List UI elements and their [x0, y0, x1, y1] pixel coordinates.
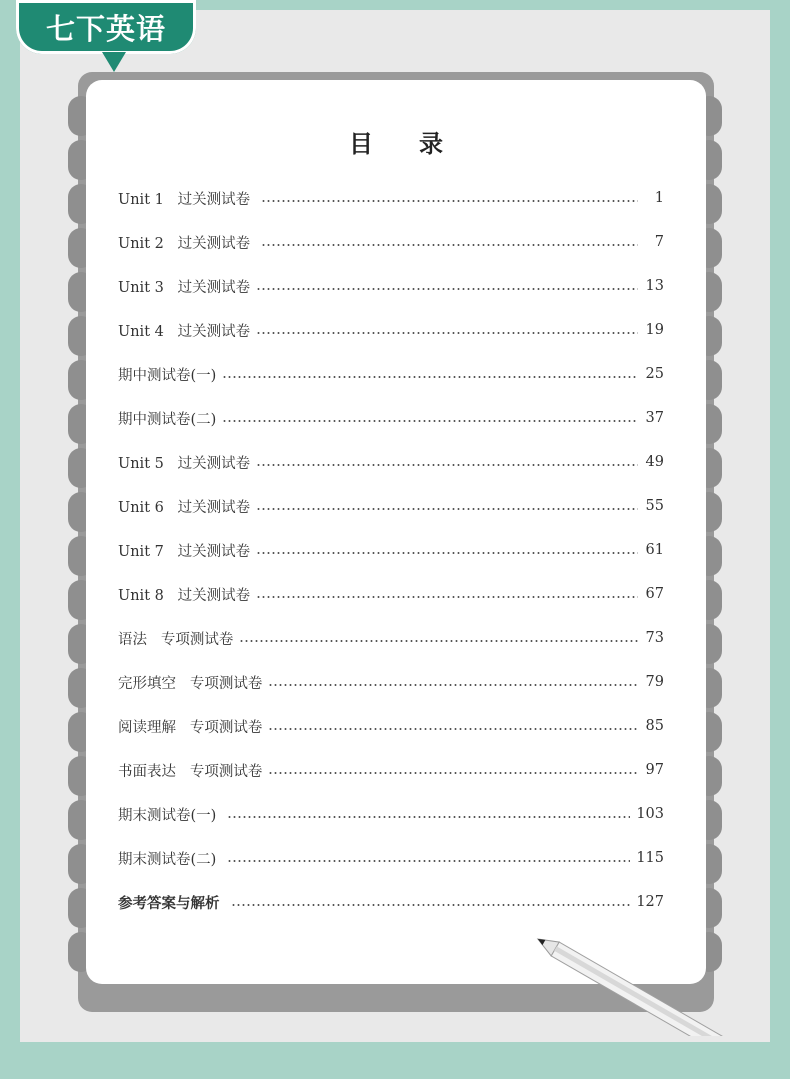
toc-entry-label: 完形填空 专项测试卷 — [118, 675, 263, 692]
toc-entry-label: Unit 8 过关测试卷 — [118, 587, 251, 604]
toc-entry-page-number: 79 — [645, 674, 664, 690]
toc-entry-page-number: 55 — [645, 498, 664, 514]
toc-entry-page-number: 85 — [645, 718, 664, 734]
toc-dot-leader — [239, 640, 638, 642]
toc-entry-label: 期中测试卷(二) — [118, 411, 217, 428]
toc-entry — [118, 492, 664, 520]
toc-dot-leader — [256, 464, 638, 466]
toc-dot-leader — [261, 200, 638, 202]
toc-entry-page-number: 7 — [654, 234, 664, 250]
toc-dot-leader — [256, 508, 638, 510]
pencil-icon — [530, 936, 740, 1036]
toc-dot-leader — [231, 904, 631, 906]
toc-entry-label: 书面表达 专项测试卷 — [118, 763, 263, 780]
toc-entry — [118, 448, 664, 476]
toc-entry — [118, 404, 664, 432]
toc-entry-page-number: 61 — [645, 542, 664, 558]
toc-entry-label: Unit 6 过关测试卷 — [118, 499, 251, 516]
toc-entry-page-number: 25 — [645, 366, 664, 382]
toc-entry — [118, 712, 664, 740]
toc-entry-label: 语法 专项测试卷 — [118, 631, 234, 648]
toc-entry-label: 参考答案与解析 — [118, 895, 225, 912]
subject-badge-text: 七下英语 — [45, 11, 166, 46]
toc-dot-leader — [268, 772, 638, 774]
toc-entry-page-number: 127 — [636, 894, 664, 910]
toc-entry — [118, 624, 664, 652]
toc-dot-leader — [227, 860, 630, 862]
toc-entry-page-number: 49 — [645, 454, 664, 470]
page-title: 目录 — [349, 130, 489, 158]
toc-entry-page-number: 19 — [645, 322, 664, 338]
toc-entry — [118, 272, 664, 300]
toc-entry-label: 期中测试卷(一) — [118, 367, 217, 384]
toc-entry-label: 期末测试卷(二) — [118, 851, 221, 868]
toc-entry — [118, 316, 664, 344]
toc-dot-leader — [256, 288, 638, 290]
toc-dot-leader — [268, 684, 638, 686]
toc-entry-label: Unit 2 过关测试卷 — [118, 235, 255, 252]
toc-dot-leader — [227, 816, 630, 818]
toc-entry — [118, 888, 664, 916]
toc-entry — [118, 800, 664, 828]
toc-entry-label: 期末测试卷(一) — [118, 807, 221, 824]
toc-entry-label: 阅读理解 专项测试卷 — [118, 719, 263, 736]
toc-dot-leader — [222, 420, 638, 422]
toc-entry — [118, 844, 664, 872]
toc-entry-page-number: 67 — [645, 586, 664, 602]
toc-entry-label: Unit 4 过关测试卷 — [118, 323, 251, 340]
toc-entry-page-number: 37 — [645, 410, 664, 426]
toc-entry — [118, 536, 664, 564]
toc-entry-page-number: 13 — [645, 278, 664, 294]
toc-dot-leader — [261, 244, 638, 246]
toc-dot-leader — [256, 332, 638, 334]
toc-entry-label: Unit 7 过关测试卷 — [118, 543, 251, 560]
toc-dot-leader — [222, 376, 638, 378]
toc-entry — [118, 668, 664, 696]
toc-entry-page-number: 97 — [645, 762, 664, 778]
toc-dot-leader — [256, 552, 638, 554]
toc-entry-page-number: 103 — [636, 806, 664, 822]
toc-entry-label: Unit 1 过关测试卷 — [118, 191, 255, 208]
toc-entry-page-number: 115 — [636, 850, 664, 866]
toc-entry-label: Unit 3 过关测试卷 — [118, 279, 251, 296]
toc-entry — [118, 756, 664, 784]
toc-entry — [118, 228, 664, 256]
toc-entry — [118, 184, 664, 212]
toc-entry-page-number: 73 — [645, 630, 664, 646]
toc-dot-leader — [268, 728, 638, 730]
subject-badge — [16, 0, 196, 54]
toc-entry — [118, 360, 664, 388]
toc-entry-page-number: 1 — [654, 190, 664, 206]
toc-dot-leader — [256, 596, 638, 598]
toc-entry — [118, 580, 664, 608]
toc-entry-label: Unit 5 过关测试卷 — [118, 455, 251, 472]
